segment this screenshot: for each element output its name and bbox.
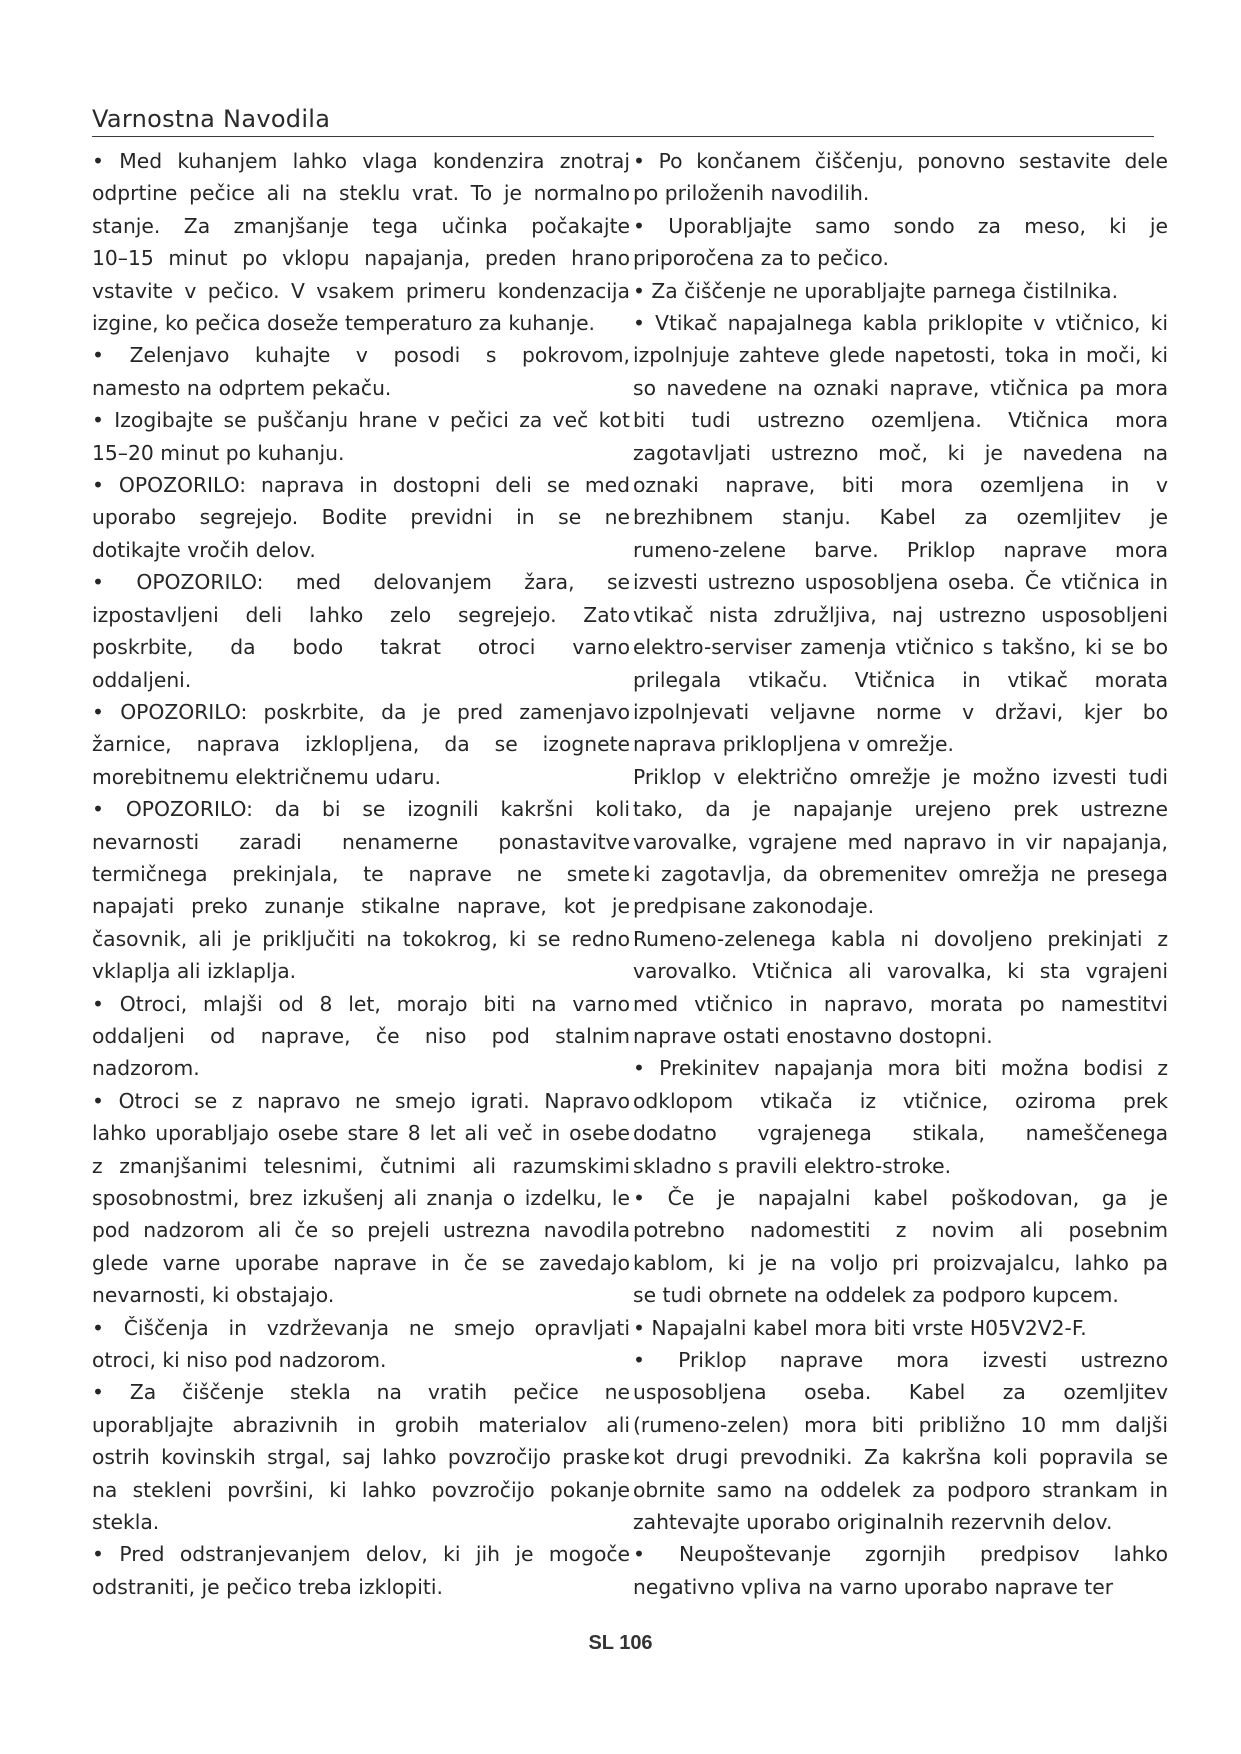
text-line: uporabljajte abrazivnih in grobih materialov ali: [92, 1412, 630, 1437]
text-line: • Če je napajalni kabel poškodovan, ga je: [633, 1186, 1168, 1210]
text-line: • Uporabljajte samo sondo za meso, ki je: [633, 213, 1168, 238]
paragraph: [92, 1538, 630, 1603]
text-line: namesto na odprtem pekaču.: [92, 375, 392, 400]
text-line: elektro-serviser zamenja vtičnico s takšno, ki se bo: [633, 635, 1168, 660]
text-line: med vtičnico in napravo, morata po namestitvi: [633, 991, 1168, 1016]
text-line: zagotavljati ustrezno moč, ki je navedena na: [633, 440, 1168, 465]
text-line: • Napajalni kabel mora biti vrste H05V2V2-F.: [633, 1315, 1087, 1340]
text-line: uporabo segrejejo. Bodite previdni in se ne: [92, 505, 630, 530]
text-line: usposobljena oseba. Kabel za ozemljitev: [633, 1380, 1168, 1405]
text-line: • Po končanem čiščenju, ponovno sestavite dele: [633, 149, 1168, 173]
text-line: 15–20 minut po kuhanju.: [92, 440, 345, 465]
text-line: kablom, ki je na voljo pri proizvajalcu, lahko pa: [633, 1250, 1168, 1275]
paragraph: [633, 210, 1168, 275]
text-line: vtikač nista združljiva, naj ustrezno usposobljeni: [633, 602, 1168, 627]
text-line: biti tudi ustrezno ozemljena. Vtičnica mora: [633, 408, 1168, 433]
page-number: SL 106: [588, 1632, 653, 1654]
text-line: dodatno vgrajenega stikala, nameščenega: [633, 1121, 1168, 1146]
text-line: odklopom vtikača iz vtičnice, oziroma prek: [633, 1088, 1168, 1113]
text-line: ostrih kovinskih strgal, saj lahko povzročijo praske: [92, 1445, 630, 1470]
text-line: • Neupoštevanje zgornjih predpisov lahko: [633, 1542, 1168, 1567]
text-line: • OPOZORILO: naprava in dostopni deli se med: [92, 473, 630, 498]
text-line: odprtine pečice ali na steklu vrat. To je normalno: [92, 181, 630, 206]
text-line: dotikajte vročih delov.: [92, 537, 316, 562]
paragraph: [633, 1182, 1168, 1312]
text-line: • OPOZORILO: poskrbite, da je pred zamenjavo: [92, 699, 630, 724]
text-line: kot drugi prevodniki. Za kakršna koli popravila se: [633, 1445, 1168, 1470]
text-line: brezhibnem stanju. Kabel za ozemljitev je: [633, 505, 1168, 530]
paragraph: [92, 469, 630, 566]
text-line: • Za čiščenje ne uporabljajte parnega čistilnika.: [633, 278, 1119, 303]
text-line: • Prekinitev napajanja mora biti možna bodisi z: [633, 1056, 1168, 1081]
text-line: Rumeno-zelenega kabla ni dovoljeno prekinjati z: [633, 926, 1168, 951]
text-line: lahko uporabljajo osebe stare 8 let ali več in osebe: [92, 1121, 630, 1146]
text-line: Priklop v električno omrežje je možno izvesti tudi: [633, 764, 1168, 789]
text-line: stanje. Za zmanjšanje tega učinka počakajte: [92, 213, 630, 238]
text-line: • Otroci, mlajši od 8 let, morajo biti na varno: [92, 991, 630, 1016]
text-line: rumeno-zelene barve. Priklop naprave mora: [633, 537, 1168, 562]
paragraph: [92, 145, 630, 339]
text-line: predpisane zakonodaje.: [633, 894, 875, 919]
text-line: • Med kuhanjem lahko vlaga kondenzira znotraj: [92, 149, 630, 173]
text-line: nevarnosti, ki obstajajo.: [92, 1283, 335, 1308]
text-line: sposobnostmi, brez izkušenj ali znanja o izdelku, le: [92, 1186, 630, 1210]
text-line: varovalko. Vtičnica ali varovalka, ki sta vgrajeni: [633, 959, 1168, 984]
text-line: tako, da je napajanje urejeno prek ustrezne: [633, 797, 1168, 822]
text-line: • OPOZORILO: med delovanjem žara, se: [92, 570, 630, 595]
text-line: se tudi obrnete na oddelek za podporo kupcem.: [633, 1283, 1119, 1308]
paragraph: [633, 1344, 1168, 1538]
text-line: odstraniti, je pečico treba izklopiti.: [92, 1574, 443, 1599]
text-line: • Čiščenja in vzdrževanja ne smejo opravljati: [92, 1315, 630, 1340]
text-line: morebitnemu električnemu udaru.: [92, 764, 441, 789]
text-line: na stekleni površini, ki lahko povzročijo pokanje: [92, 1477, 630, 1502]
text-line: termičnega prekinjala, te naprave ne smete: [92, 861, 630, 886]
paragraph: [92, 1312, 630, 1377]
text-line: pod nadzorom ali če so prejeli ustrezna navodila: [92, 1218, 630, 1243]
text-line: so navedene na oznaki naprave, vtičnica pa mora: [633, 375, 1168, 400]
text-line: izpostavljeni deli lahko zelo segrejejo. Zato: [92, 602, 630, 627]
text-line: časovnik, ali je priključiti na tokokrog, ki se redno: [92, 926, 630, 951]
paragraph: [633, 1538, 1168, 1603]
text-line: skladno s pravili elektro-stroke.: [633, 1153, 952, 1178]
text-line: obrnite samo na oddelek za podporo strankam in: [633, 1477, 1168, 1502]
text-line: • OPOZORILO: da bi se izognili kakršni koli: [92, 797, 630, 822]
paragraph: [633, 307, 1168, 761]
paragraph: [633, 923, 1168, 1053]
text-line: • Otroci se z napravo ne smejo igrati. Napravo: [92, 1088, 630, 1113]
text-line: po priloženih navodilih.: [633, 181, 870, 206]
text-line: varovalke, vgrajene med napravo in vir napajanja,: [633, 829, 1168, 854]
paragraph: [92, 339, 630, 404]
text-line: • Za čiščenje stekla na vratih pečice ne: [92, 1380, 630, 1405]
page-header-title: Varnostna Navodila: [92, 104, 1154, 137]
paragraph: [633, 761, 1168, 923]
paragraph: [633, 1052, 1168, 1182]
text-line: žarnice, naprava izklopljena, da se izognete: [92, 732, 630, 757]
text-line: ki zagotavlja, da obremenitev omrežja ne presega: [633, 861, 1168, 886]
paragraph: [92, 988, 630, 1085]
text-line: oddaljeni od naprave, če niso pod stalnim: [92, 1023, 630, 1048]
text-line: stekla.: [92, 1510, 160, 1535]
text-line: vklaplja ali izklaplja.: [92, 959, 297, 984]
text-line: • Pred odstranjevanjem delov, ki jih je mogoče: [92, 1542, 630, 1567]
paragraph: [92, 566, 630, 696]
paragraph: [92, 1085, 630, 1312]
text-line: 10–15 minut po vklopu napajanja, preden hrano: [92, 246, 630, 271]
paragraph: [633, 275, 1168, 307]
text-line: • Zelenjavo kuhajte v posodi s pokrovom,: [92, 343, 630, 368]
text-line: • Izogibajte se puščanju hrane v pečici za več kot: [92, 408, 630, 433]
text-line: izpolnjuje zahteve glede napetosti, toka in moči, ki: [633, 343, 1168, 368]
text-line: naprava priklopljena v omrežje.: [633, 732, 954, 757]
text-line: z zmanjšanimi telesnimi, čutnimi ali razumskimi: [92, 1153, 630, 1178]
paragraph: [92, 793, 630, 987]
paragraph: [92, 1376, 630, 1538]
paragraph: [633, 1312, 1168, 1344]
text-line: potrebno nadomestiti z novim ali posebnim: [633, 1218, 1168, 1243]
text-line: nadzorom.: [92, 1056, 200, 1081]
paragraph: [92, 404, 630, 469]
text-line: vstavite v pečico. V vsakem primeru kondenzacija: [92, 278, 630, 303]
text-line: izgine, ko pečica doseže temperaturo za kuhanje.: [92, 311, 595, 336]
text-line: izpolnjevati veljavne norme v državi, kjer bo: [633, 699, 1168, 724]
paragraph: [633, 145, 1168, 210]
text-line: oddaljeni.: [92, 667, 192, 692]
text-line: zahtevajte uporabo originalnih rezervnih delov.: [633, 1510, 1113, 1535]
text-line: oznaki naprave, biti mora ozemljena in v: [633, 473, 1168, 498]
text-line: negativno vpliva na varno uporabo naprave ter: [633, 1574, 1114, 1599]
text-line: izvesti ustrezno usposobljena oseba. Če vtičnica in: [633, 570, 1168, 595]
right-text-column: [633, 145, 1168, 1603]
text-line: otroci, ki niso pod nadzorom.: [92, 1348, 387, 1373]
text-line: nevarnosti zaradi nenamerne ponastavitve: [92, 829, 630, 854]
text-line: priporočena za to pečico.: [633, 246, 889, 271]
text-line: • Vtikač napajalnega kabla priklopite v vtičnico, ki: [633, 311, 1168, 336]
text-line: napajati preko zunanje stikalne naprave, kot je: [92, 894, 630, 919]
text-line: • Priklop naprave mora izvesti ustrezno: [633, 1348, 1168, 1373]
text-line: glede varne uporabe naprave in če se zavedajo: [92, 1250, 630, 1275]
left-text-column: [92, 145, 630, 1603]
text-line: (rumeno-zelen) mora biti približno 10 mm daljši: [633, 1412, 1168, 1437]
text-line: prilegala vtikaču. Vtičnica in vtikač morata: [633, 667, 1168, 692]
text-line: poskrbite, da bodo takrat otroci varno: [92, 635, 630, 660]
paragraph: [92, 696, 630, 793]
text-line: naprave ostati enostavno dostopni.: [633, 1023, 993, 1048]
